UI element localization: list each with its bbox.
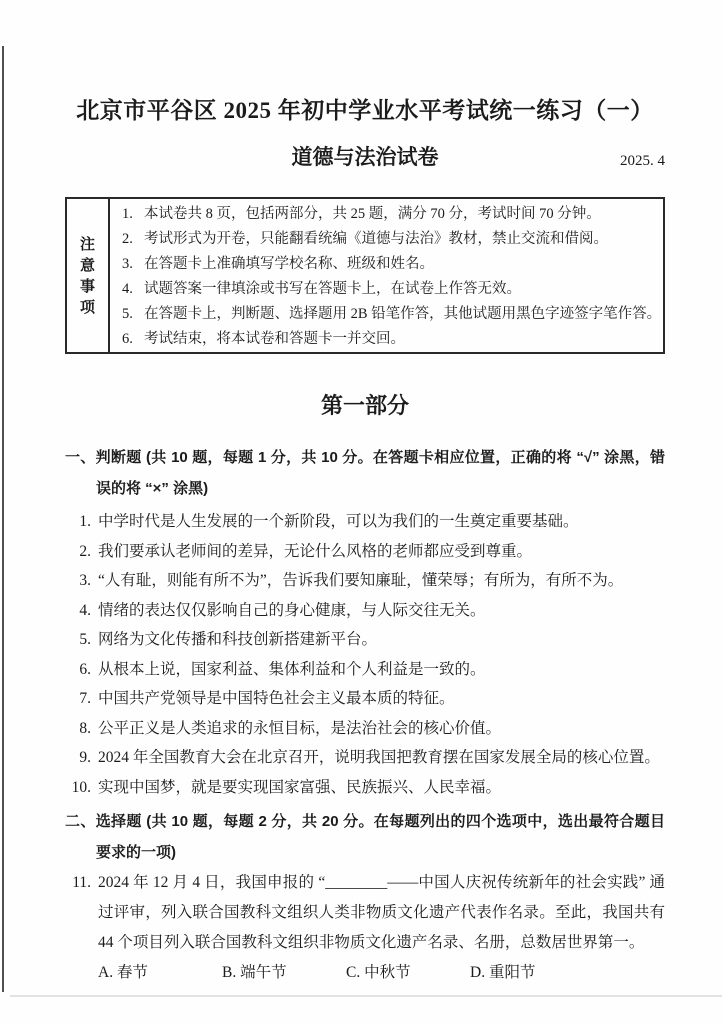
notice-list (110, 199, 663, 352)
notice-item-text: 考试形式为开卷，只能翻看统编《道德与法治》教材，禁止交流和借阅。 (144, 231, 608, 247)
question-number: 5. (79, 631, 91, 648)
question-row (65, 596, 665, 626)
question-row (65, 743, 665, 773)
question-row (65, 625, 665, 655)
notice-item (122, 252, 659, 277)
subtitle-row (65, 143, 665, 173)
question-row (65, 507, 665, 537)
notice-item-text: 在答题卡上准确填写学校名称、班级和姓名。 (144, 256, 434, 272)
question-number: 4. (79, 601, 91, 619)
notice-label (67, 199, 110, 352)
notice-label-char: 注 (79, 235, 95, 253)
section-choice-title: 二、选择题 (共 10 题，每题 2 分，共 20 分。在每题列出的四个选项中，选出最符合题目要求的一项) (65, 813, 665, 861)
question-row (65, 714, 665, 744)
notice-item-text: 在答题卡上，判断题、选择题用 2B 铅笔作答，其他试题用黑色字迹签字笔作答。 (144, 306, 662, 322)
question-row (65, 773, 665, 803)
exam-date: 2025. 4 (620, 153, 665, 169)
notice-item-number: 2. (122, 231, 133, 247)
notice-item-number: 6. (122, 331, 133, 347)
scan-edge-bottom (10, 995, 722, 997)
notice-item (122, 327, 659, 352)
option-c: C. 中秋节 (346, 964, 411, 981)
question-row (65, 868, 665, 988)
options-row (98, 958, 665, 988)
option-d: D. 重阳节 (470, 964, 536, 981)
page-title: 北京市平谷区 2025 年初中学业水平考试统一练习（一） (76, 98, 654, 123)
judgment-question-list (65, 507, 665, 802)
notice-label-char: 项 (79, 298, 95, 316)
question-number: 3. (79, 572, 91, 589)
notice-item-number: 5. (122, 306, 133, 322)
notice-item (122, 202, 659, 227)
option-b: B. 端午节 (222, 964, 287, 981)
question-number: 6. (79, 660, 91, 678)
notice-box (65, 197, 665, 354)
subject-title: 道德与法治试卷 (291, 146, 439, 169)
question-number: 8. (79, 719, 91, 737)
question-number: 2. (79, 542, 91, 560)
notice-label-char: 事 (79, 277, 95, 295)
question-text: 中国共产党领导是中国特色社会主义最本质的特征。 (98, 690, 455, 707)
notice-item (122, 227, 659, 252)
question-number: 10. (71, 778, 91, 796)
question-row (65, 566, 665, 596)
question-text: 情绪的表达仅仅影响自己的身心健康，与人际交往无关。 (98, 601, 486, 619)
scan-edge-left (2, 46, 4, 992)
question-row (65, 537, 665, 567)
question-row (65, 655, 665, 685)
notice-item-text: 考试结束，将本试卷和答题卡一并交回。 (144, 331, 405, 347)
question-row (65, 684, 665, 714)
question-text: 从根本上说，国家利益、集体利益和个人利益是一致的。 (98, 660, 486, 678)
question-number: 11. (72, 874, 91, 891)
question-text: “人有耻，则能有所不为”，告诉我们要知廉耻，懂荣辱；有所为，有所不为。 (98, 572, 624, 589)
question-text: 实现中国梦，就是要实现国家富强、民族振兴、人民幸福。 (98, 778, 502, 796)
notice-item-text: 本试卷共 8 页，包括两部分，共 25 题，满分 70 分，考试时间 70 分钟。 (144, 206, 601, 222)
section-judgment-title: 一、判断题 (共 10 题，每题 1 分，共 10 分。在答题卡相应位置，正确的将 “√” 涂黑，错误的将 “×” 涂黑) (65, 449, 665, 497)
question-number: 1. (79, 513, 91, 530)
question-text: 我们要承认老师间的差异，无论什么风格的老师都应受到尊重。 (98, 542, 533, 560)
notice-item-number: 3. (122, 256, 133, 272)
notice-item-number: 1. (122, 206, 133, 222)
notice-item (122, 277, 659, 302)
question-text: 网络为文化传播和科技创新搭建新平台。 (98, 631, 378, 648)
notice-item (122, 302, 662, 327)
notice-item-number: 4. (122, 281, 133, 297)
question-number: 9. (79, 749, 91, 766)
question-text: 2024 年全国教育大会在北京召开，说明我国把教育摆在国家发展全局的核心位置。 (98, 749, 660, 766)
question-text: 公平正义是人类追求的永恒目标，是法治社会的核心价值。 (98, 719, 502, 737)
question-text: 2024 年 12 月 4 日，我国申报的 “________——中国人庆祝传统新年的社会实践” 通过评审，列入联合国教科文组织人类非物质文化遗产代表作名录。至此，我国共有 44 个项目列入联合国教科文组织非物质文化遗产名录、名册，总数居世界第一。 (98, 874, 665, 951)
notice-item-text: 试题答案一律填涂或书写在答题卡上，在试卷上作答无效。 (144, 281, 521, 297)
part-one-heading: 第一部分 (320, 393, 409, 418)
question-number: 7. (79, 690, 91, 707)
question-text: 中学时代是人生发展的一个新阶段，可以为我们的一生奠定重要基础。 (98, 513, 579, 530)
question-body (91, 868, 665, 988)
option-a: A. 春节 (98, 964, 148, 981)
notice-label-char: 意 (79, 256, 95, 274)
